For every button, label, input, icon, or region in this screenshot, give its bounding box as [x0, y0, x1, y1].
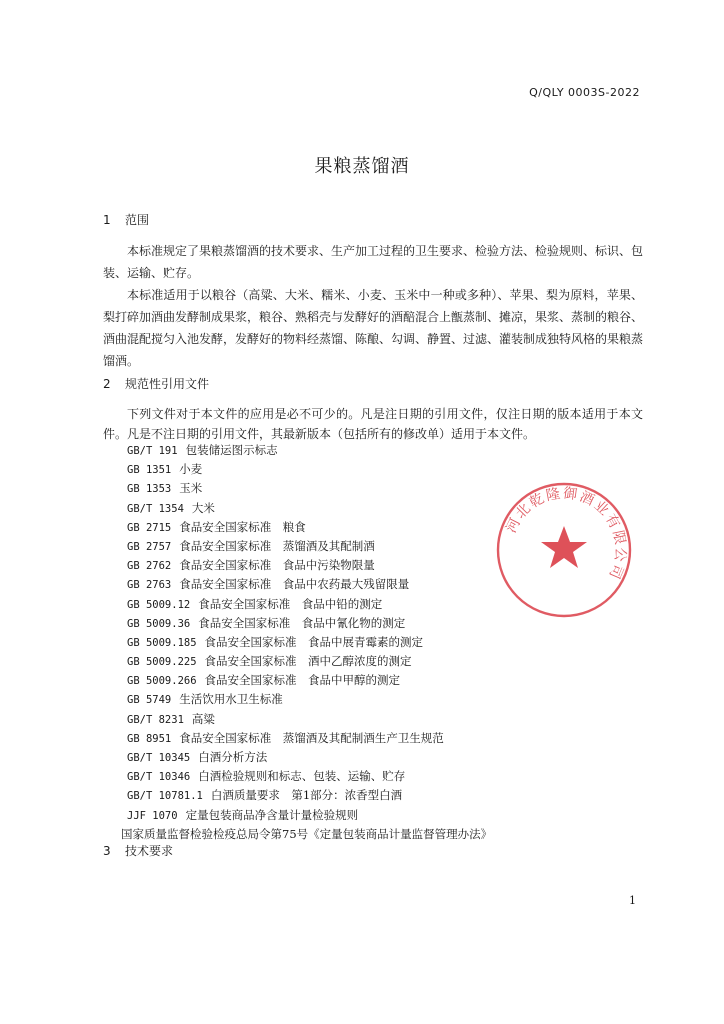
reference-item: GB/T 1354 大米: [127, 500, 215, 515]
document-title: 果粮蒸馏酒: [314, 156, 410, 177]
reference-item: GB 1353 玉米: [127, 481, 203, 496]
reference-item: GB/T 10346 白酒检验规则和标志、包装、运输、贮存: [127, 769, 406, 784]
reference-item: GB 5009.12 食品安全国家标准 食品中铅的测定: [127, 596, 383, 611]
reference-item: GB/T 10781.1 白酒质量要求 第1部分：浓香型白酒: [127, 788, 403, 803]
section-title: 规范性引用文件: [125, 377, 210, 391]
reference-item: GB 2715 食品安全国家标准 粮食: [127, 519, 306, 534]
reference-item: GB 2762 食品安全国家标准 食品中污染物限量: [127, 558, 375, 573]
scope-paragraph-1: 本标准规定了果粮蒸馏酒的技术要求、生产加工过程的卫生要求、检验方法、检验规则、标识、包装、运输、贮存。: [103, 244, 644, 280]
standard-code: Q/QLY 0003S-2022: [529, 86, 640, 99]
section-heading-scope: [103, 211, 149, 228]
reference-item: GB 2757 食品安全国家标准 蒸馏酒及其配制酒: [127, 538, 375, 553]
section-number: 2: [103, 377, 111, 391]
section-number: 1: [103, 213, 111, 227]
section-title: 技术要求: [125, 844, 174, 858]
section-number: 3: [103, 844, 111, 858]
references-intro: 下列文件对于本文件的应用是必不可少的。凡是注日期的引用文件，仅注日期的版本适用于本文件。凡是不注日期的引用文件，其最新版本（包括所有的修改单）适用于本文件。: [103, 407, 643, 441]
scope-paragraph-2: 本标准适用于以粮谷（高粱、大米、糯米、小麦、玉米中一种或多种）、苹果、梨为原料，苹果、梨打碎加酒曲发酵制成果浆，粮谷、熟稻壳与发酵好的酒醅混合上甑蒸制、摊凉，果浆、蒸制的粮谷、酒曲混配搅匀入池发酵，发酵好的物料经蒸馏、陈酿、勾调、静置、过滤、灌装制成独特风格的果粮蒸馏酒。: [103, 288, 644, 368]
reference-item: GB/T 10345 白酒分析方法: [127, 750, 268, 764]
seal-star-icon: [541, 526, 587, 568]
seal-text: 河北乾隆御酒业有限公司: [503, 485, 629, 583]
reference-item: GB 5009.266 食品安全国家标准 食品中甲醇的测定: [127, 673, 401, 688]
page-number: 1: [629, 894, 636, 907]
reference-item-regulation: 国家质量监督检验检疫总局令第75号《定量包装商品计量监督管理办法》: [121, 826, 493, 841]
reference-list: [121, 441, 493, 844]
reference-item: JJF 1070 定量包装商品净含量计量检验规则: [127, 807, 359, 822]
section-heading-technical-requirements: [103, 842, 173, 859]
reference-item: GB 2763 食品安全国家标准 食品中农药最大残留限量: [127, 577, 410, 592]
reference-item: GB 5749 生活饮用水卫生标准: [127, 692, 283, 707]
company-seal: [494, 480, 634, 620]
reference-item: GB 5009.225 食品安全国家标准 酒中乙醇浓度的测定: [127, 654, 412, 669]
reference-item: GB/T 191 包装储运图示标志: [127, 443, 278, 457]
reference-item: GB 8951 食品安全国家标准 蒸馏酒及其配制酒生产卫生规范: [127, 730, 444, 745]
reference-item: GB 5009.36 食品安全国家标准 食品中氰化物的测定: [127, 615, 406, 630]
reference-item: GB 1351 小麦: [127, 462, 203, 477]
section-title: 范围: [125, 213, 150, 227]
section-heading-references: [103, 375, 209, 392]
reference-item: GB/T 8231 高粱: [127, 711, 215, 726]
reference-item: GB 5009.185 食品安全国家标准 食品中展青霉素的测定: [127, 634, 424, 649]
